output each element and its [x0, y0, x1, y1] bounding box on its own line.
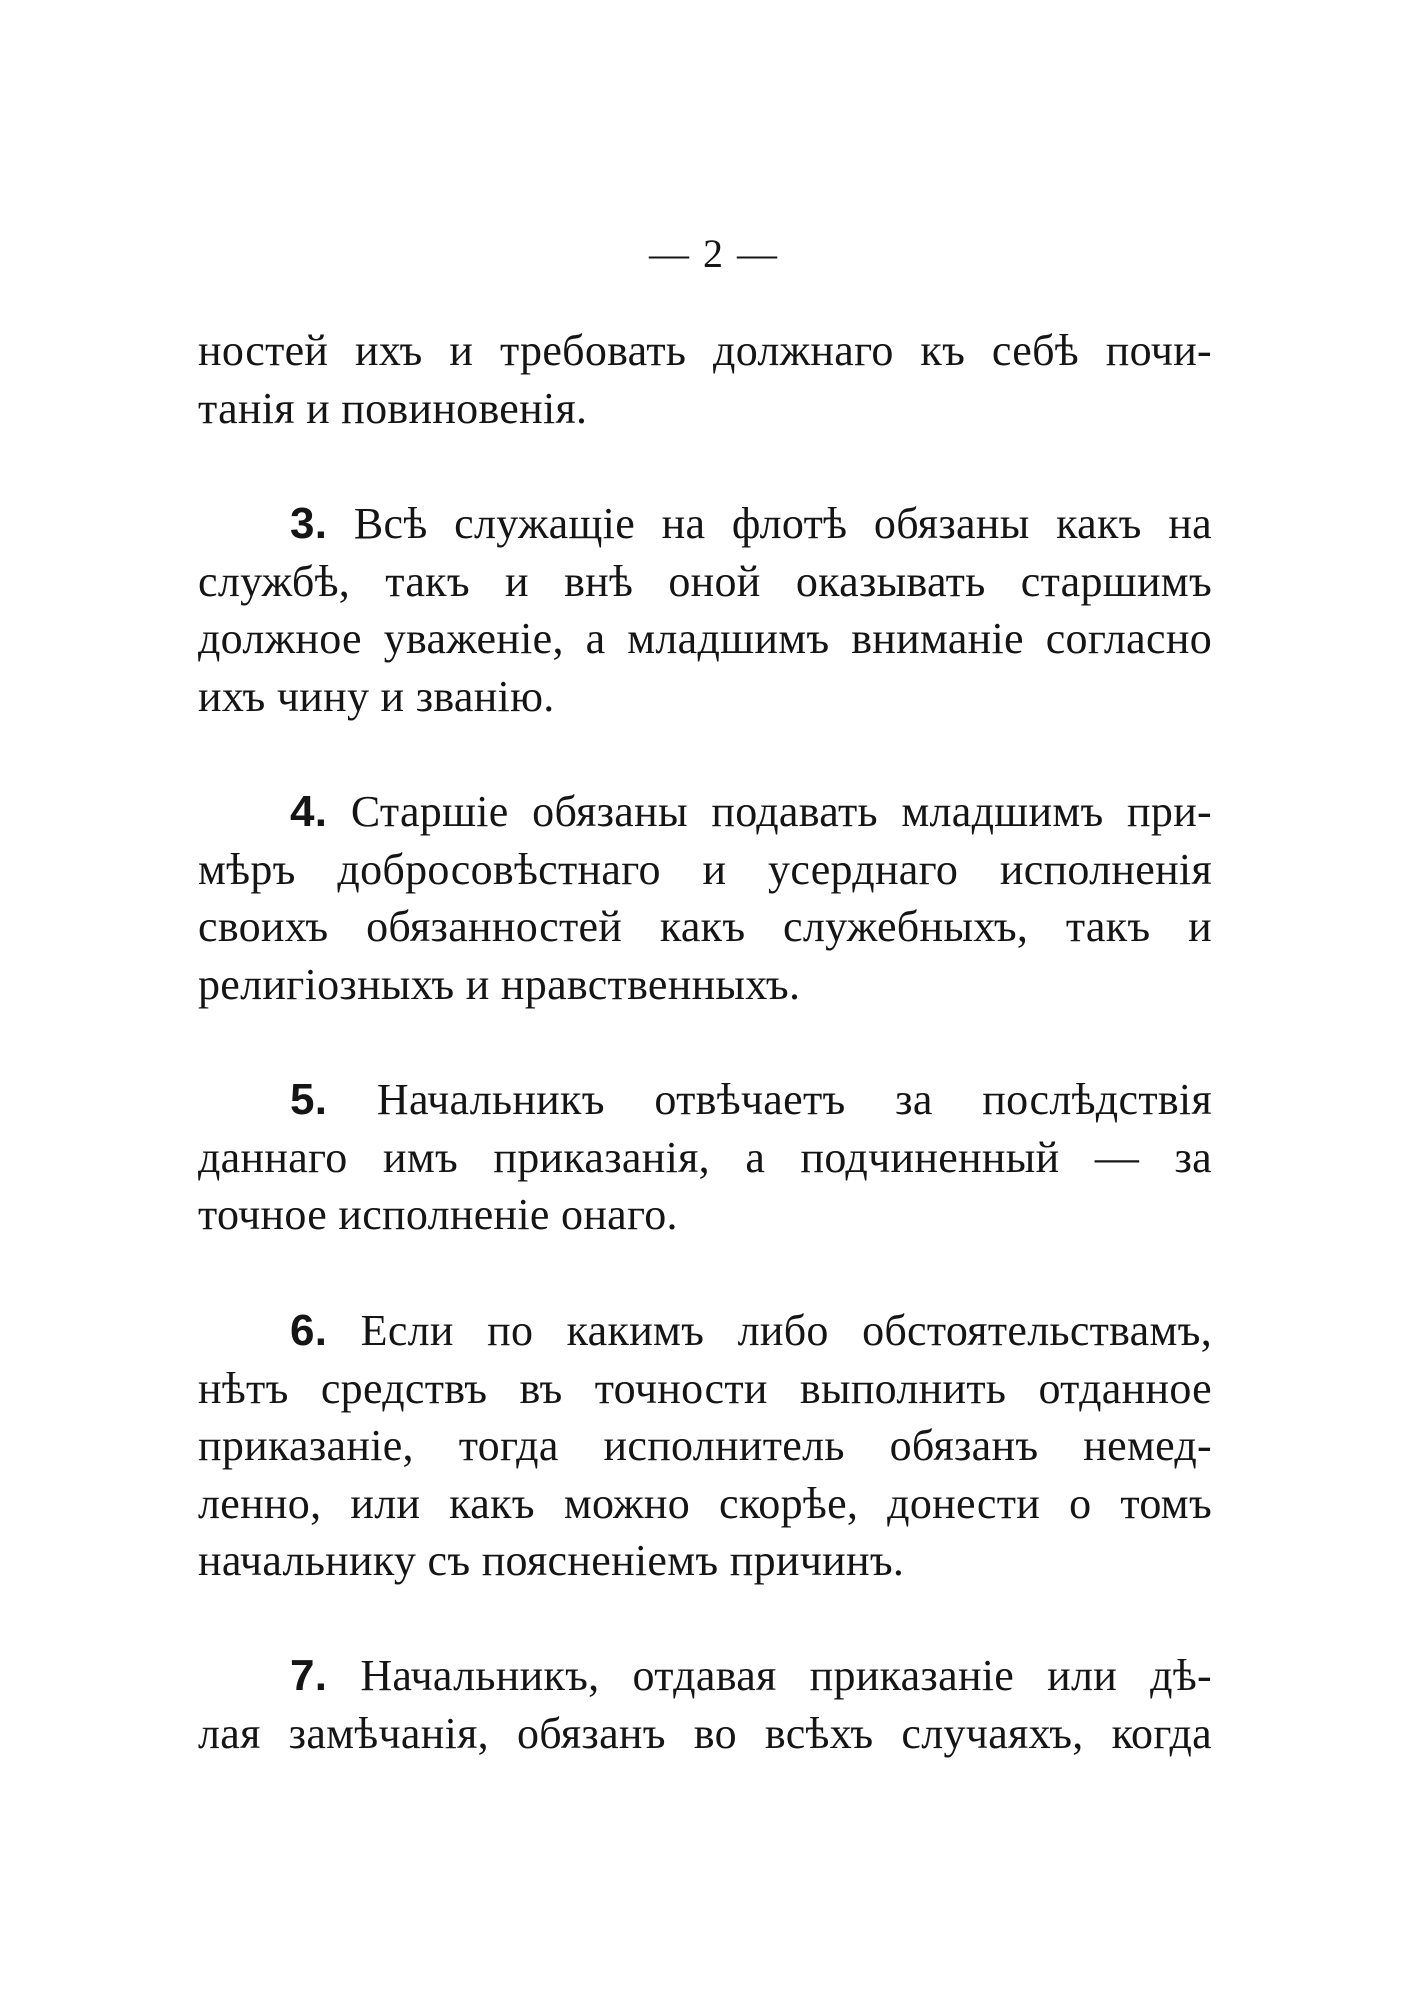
article-number: 6.: [290, 1306, 328, 1355]
text-line: ихъ чину и званію.: [198, 671, 555, 721]
article-number: 5.: [290, 1075, 328, 1124]
text-line: [198, 495, 1212, 553]
text-line: мѣръ добросовѣстнаго и усерднаго исполненія: [198, 844, 1212, 894]
text-line: нѣтъ средствъ въ точности выполнить отданное: [198, 1363, 1212, 1413]
text-line: религіозныхъ и нравственныхъ.: [198, 959, 801, 1009]
text-line: танія и повиновенія.: [198, 383, 588, 433]
article-first-line: Всѣ служащіе на флотѣ обязаны какъ на: [353, 499, 1212, 548]
text-line: ностей ихъ и требовать должнаго къ себѣ почи-: [198, 326, 1212, 375]
article-number: 4.: [290, 787, 328, 836]
article-first-line: Начальникъ, отдавая приказаніе или дѣ-: [360, 1651, 1212, 1700]
page-number: — 2 —: [649, 231, 779, 276]
article-3: [198, 495, 1212, 725]
article-first-line: Начальникъ отвѣчаетъ за послѣдствія: [376, 1075, 1212, 1124]
article-first-line: Если по какимъ либо обстоятельствамъ,: [360, 1306, 1212, 1355]
article-number: 3.: [290, 499, 328, 548]
text-line: должное уваженіе, а младшимъ вниманіе согласно: [198, 614, 1212, 663]
text-line: [198, 1071, 1212, 1129]
text-line: лая замѣчанія, обязанъ во всѣхъ случаяхъ, когда: [198, 1708, 1212, 1758]
intro-continuation: [198, 322, 1212, 437]
text-line: [198, 1647, 1212, 1705]
text-line: [198, 1302, 1212, 1360]
article-5: [198, 1071, 1212, 1244]
article-number: 7.: [290, 1651, 328, 1700]
text-line: начальнику съ поясненіемъ причинъ.: [198, 1536, 905, 1585]
text-line: ленно, или какъ можно скорѣе, донести о томъ: [198, 1478, 1212, 1528]
text-line: даннаго имъ приказанія, а подчиненный — за: [198, 1132, 1212, 1182]
article-first-line: Старшіе обязаны подавать младшимъ при-: [350, 787, 1212, 836]
text-line: [198, 783, 1212, 841]
article-4: [198, 783, 1212, 1013]
text-line: точное исполненіе онаго.: [198, 1190, 678, 1239]
article-6: [198, 1302, 1212, 1590]
text-line: службѣ, такъ и внѣ оной оказывать старшимъ: [198, 556, 1212, 606]
text-line: своихъ обязанностей какъ служебныхъ, такъ и: [198, 902, 1212, 951]
text-line: приказаніе, тогда исполнитель обязанъ немед-: [198, 1421, 1212, 1470]
article-7: [198, 1647, 1212, 1762]
